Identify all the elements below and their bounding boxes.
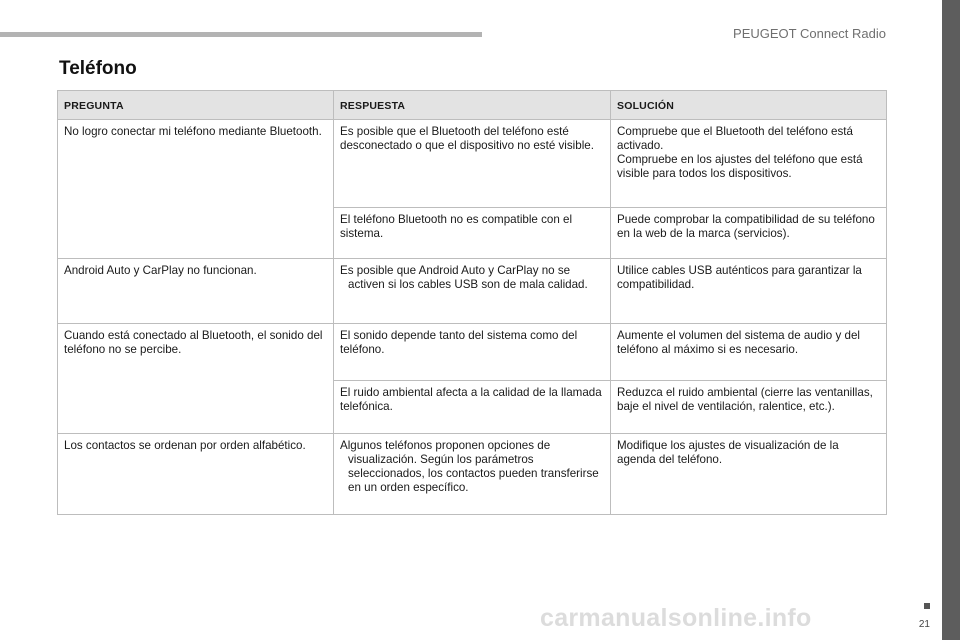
column-header-answer: RESPUESTA — [334, 91, 611, 120]
solution-cell: Reduzca el ruido ambiental (cierre las ventanillas, baje el nivel de ventilación, ralentice, etc.). — [611, 381, 887, 434]
faq-table — [57, 90, 887, 515]
page-edge-band — [942, 0, 960, 640]
section-title: Teléfono — [59, 58, 137, 79]
table-row — [58, 434, 887, 515]
answer-cell: El teléfono Bluetooth no es compatible con el sistema. — [334, 208, 611, 259]
answer-text: Es posible que Android Auto y CarPlay no se activen si los cables USB son de mala calidad. — [340, 264, 588, 291]
solution-cell: Compruebe que el Bluetooth del teléfono está activado. Compruebe en los ajustes del teléfono que está visible para todos los dispositivos. — [611, 120, 887, 208]
column-header-question: PREGUNTA — [58, 91, 334, 120]
table-header-row — [58, 91, 887, 120]
page-marker-square — [924, 603, 930, 609]
table-row — [58, 324, 887, 381]
header-rule — [0, 32, 482, 37]
watermark: carmanualsonline.info — [540, 604, 812, 632]
question-cell: Android Auto y CarPlay no funcionan. — [58, 259, 334, 324]
answer-cell: El sonido depende tanto del sistema como del teléfono. — [334, 324, 611, 381]
answer-cell: El ruido ambiental afecta a la calidad de la llamada telefónica. — [334, 381, 611, 434]
solution-cell: Utilice cables USB auténticos para garantizar la compatibilidad. — [611, 259, 887, 324]
answer-cell — [334, 259, 611, 324]
question-cell: Cuando está conectado al Bluetooth, el sonido del teléfono no se percibe. — [58, 324, 334, 434]
solution-cell: Puede comprobar la compatibilidad de su teléfono en la web de la marca (servicios). — [611, 208, 887, 259]
answer-text: Algunos teléfonos proponen opciones de visualización. Según los parámetros seleccionados, los contactos pueden transferirse en un orden específico. — [340, 439, 599, 494]
table-row — [58, 259, 887, 324]
answer-cell: Es posible que el Bluetooth del teléfono esté desconectado o que el dispositivo no esté visible. — [334, 120, 611, 208]
header-title: PEUGEOT Connect Radio — [733, 26, 886, 41]
table-row — [58, 120, 887, 208]
answer-cell — [334, 434, 611, 515]
page-number: 21 — [918, 619, 930, 630]
solution-cell: Modifique los ajustes de visualización de la agenda del teléfono. — [611, 434, 887, 515]
question-cell: No logro conectar mi teléfono mediante Bluetooth. — [58, 120, 334, 259]
column-header-solution: SOLUCIÓN — [611, 91, 887, 120]
solution-cell: Aumente el volumen del sistema de audio y del teléfono al máximo si es necesario. — [611, 324, 887, 381]
question-cell: Los contactos se ordenan por orden alfabético. — [58, 434, 334, 515]
